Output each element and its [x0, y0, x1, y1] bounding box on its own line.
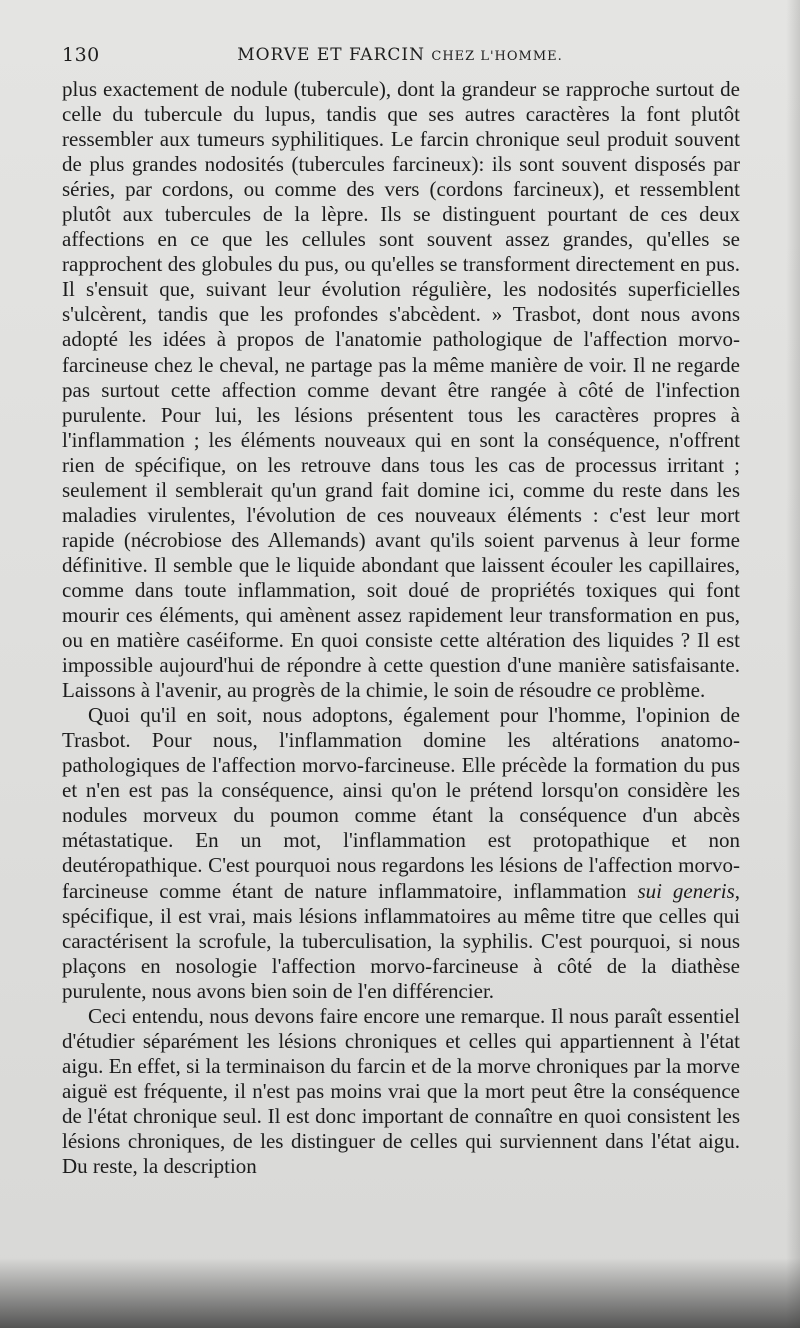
page-edge-shadow: [786, 0, 800, 1328]
paragraph-3: Ceci entendu, nous devons faire encore une remarque. Il nous paraît essentiel d'étudier séparément les lésions chroniques et celles qui appartiennent à l'état aigu. En effet, si la terminaison du farcin et de la morve chroniques par la morve aiguë est fréquente, il n'est pas moins vrai que la mort peut être la conséquence de l'état chronique seul. Il est donc important de connaître en quoi consistent les lésions chroniques, de les distinguer de celles qui surviennent dans l'état aigu. Du reste, la description: [62, 1003, 740, 1179]
body-text: [62, 77, 740, 1179]
page-bottom-shadow: [0, 1258, 800, 1328]
running-title-small-caps: CHEZ L'HOMME.: [431, 49, 563, 64]
running-header: [62, 44, 738, 70]
paragraph-2: [62, 703, 740, 1004]
paragraph-2-text-before: Quoi qu'il en soit, nous adoptons, également pour l'homme, l'opinion de Trasbot. Pour nous, l'inflammation domine les altérations anatomo-pathologiques de l'affection morvo-farcineuse. Elle précède la formation du pus et n'en est pas la conséquence, ainsi qu'on le prétend lorsqu'on considère les nodules morveux du poumon comme étant la conséquence d'un abcès métastatique. En un mot, l'inflammation est protopathique et non deutéropathique. C'est pourquoi nous regardons les lésions de l'affection morvo-farcineuse comme étant de nature inflammatoire, inflammation: [62, 703, 740, 903]
running-title: [62, 45, 738, 65]
page-number: 130: [62, 44, 100, 66]
paragraph-1: plus exactement de nodule (tubercule), dont la grandeur se rapproche surtout de celle du tubercule du lupus, tandis que ses autres caractères la font plutôt ressembler aux tumeurs syphilitiques. Le farcin chronique seul produit souvent de plus grandes nodosités (tubercules farcineux): ils sont souvent disposés par séries, par cordons, ou comme des vers (cordons farcineux), et ressemblent plutôt aux tubercules de la lèpre. Ils se distinguent pourtant de ces deux affections en ce que les cellules sont souvent assez grandes, qu'elles se rapprochent des globules du pus, ou qu'elles se transforment directement en pus. Il s'ensuit que, suivant leur évolution régulière, les nodosités superficielles s'ulcèrent, tandis que les profondes s'abcèdent. » Trasbot, dont nous avons adopté les idées à propos de l'anatomie pathologique de l'affection morvo-farcineuse chez le cheval, ne partage pas la même manière de voir. Il ne regarde pas surtout cette affection comme devant être rangée à côté de l'infection purulente. Pour lui, les lésions présentent tous les caractères propres à l'inflammation ; les éléments nouveaux qui en sont la conséquence, n'offrent rien de spécifique, on les retrouve dans tous les cas de processus irritant ; seulement il semblerait qu'un grand fait domine ici, comme du reste dans les maladies virulentes, l'évolution de ces nouveaux éléments : c'est leur mort rapide (nécrobiose des Allemands) avant qu'ils soient parvenus à leur forme définitive. Il semble que le liquide abondant que laissent écouler les capillaires, comme dans toute inflammation, soit doué de propriétés toxiques qui font mourir ces éléments, qui amènent assez rapidement leur transformation en pus, ou en matière caséiforme. En quoi consiste cette altération des liquides ? Il est impossible aujourd'hui de répondre à cette question d'une manière satisfaisante. Laissons à l'avenir, au progrès de la chimie, le soin de résoudre ce problème.: [62, 77, 740, 703]
paragraph-2-text-after: , spécifique, il est vrai, mais lésions inflammatoires au même titre que celles qui caractérisent la scrofule, la tuberculisation, la syphilis. C'est pourquoi, si nous plaçons en nosologie l'affection morvo-farcineuse à côté de la diathèse purulente, nous avons bien soin de l'en différencier.: [62, 878, 740, 1003]
paragraph-2-italic: sui generis: [637, 878, 735, 903]
running-title-main: MORVE ET FARCIN: [237, 45, 432, 65]
